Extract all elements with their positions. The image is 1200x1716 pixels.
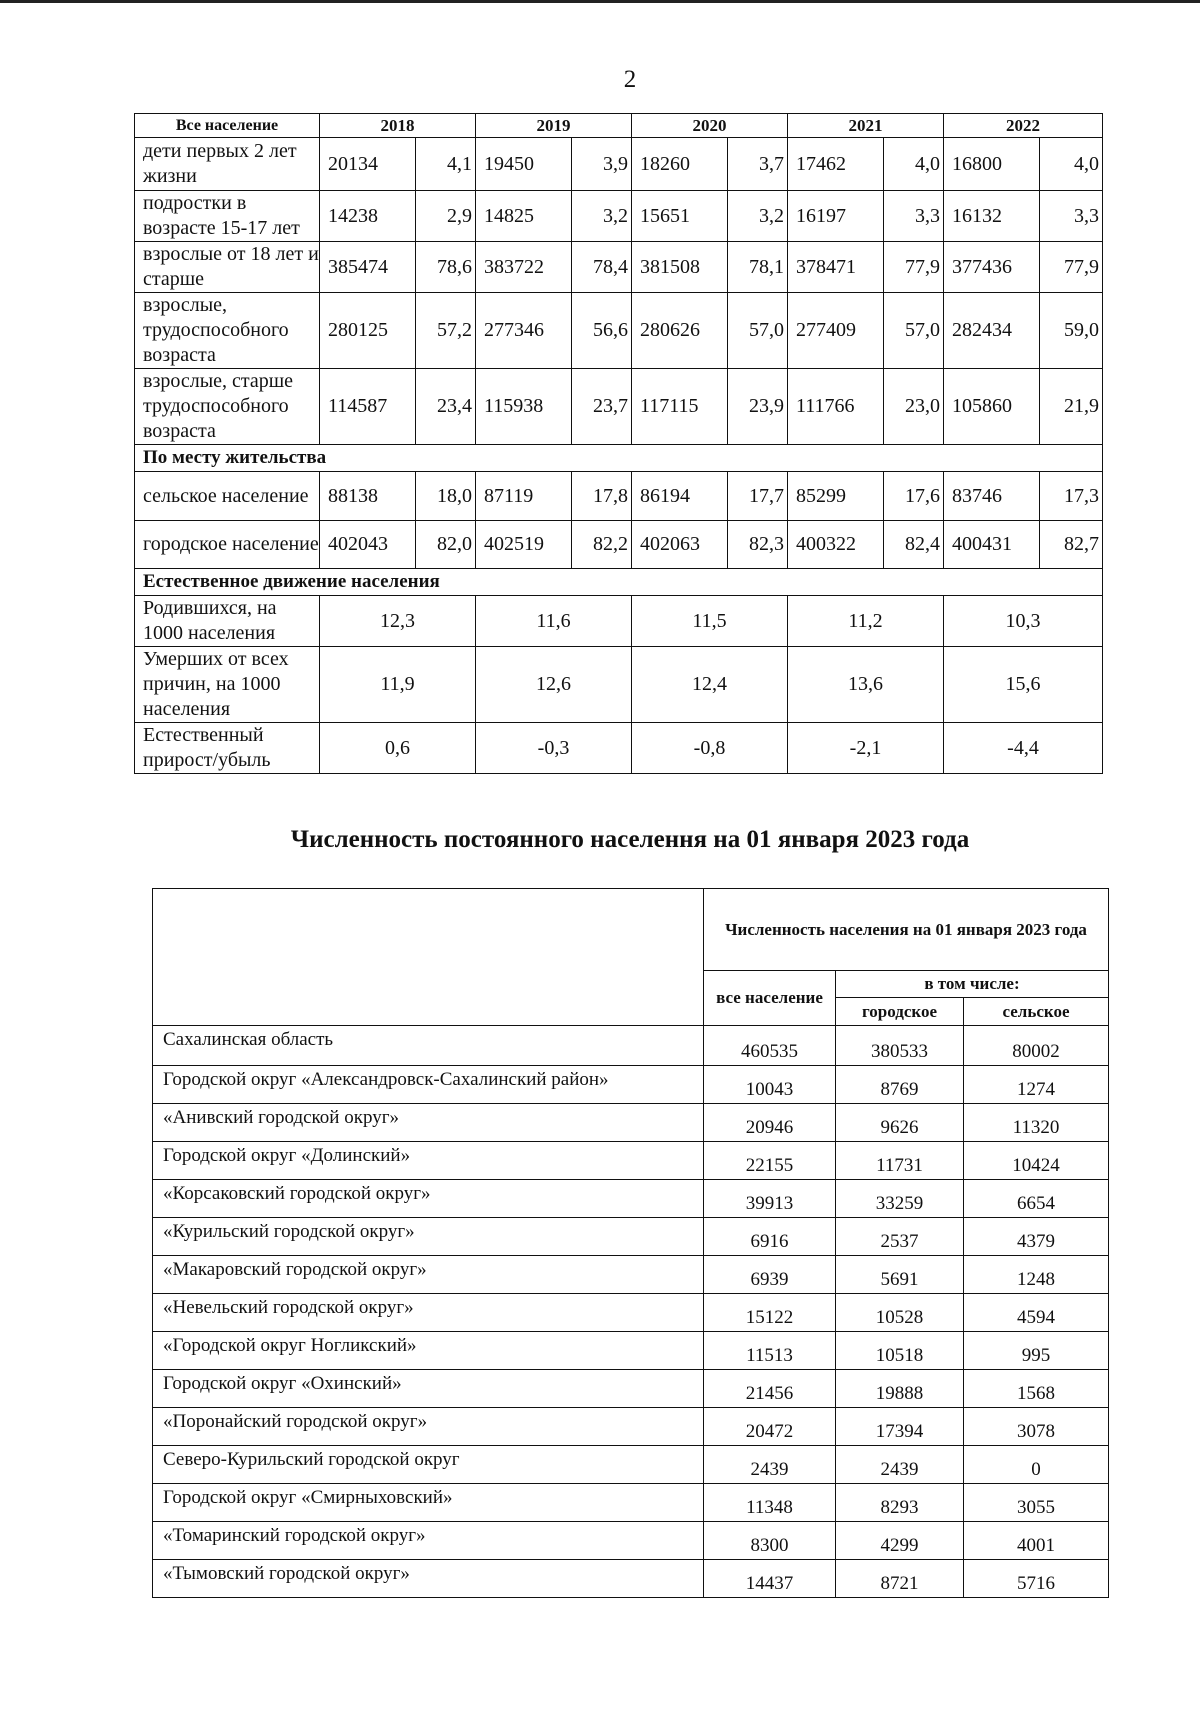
rate-cell: 11,6 bbox=[476, 596, 632, 647]
table-row bbox=[135, 647, 1103, 723]
population-rural-cell: 10424 bbox=[964, 1142, 1109, 1180]
table-row bbox=[153, 1256, 1109, 1294]
table-row bbox=[135, 242, 1103, 293]
population-all-cell: 39913 bbox=[704, 1180, 836, 1218]
table-row bbox=[153, 1294, 1109, 1332]
percent-cell: 3,7 bbox=[728, 138, 788, 191]
population-rural-cell: 3055 bbox=[964, 1484, 1109, 1522]
population-all-cell: 20946 bbox=[704, 1104, 836, 1142]
rate-cell: -4,4 bbox=[944, 723, 1103, 774]
population-rural-cell: 1248 bbox=[964, 1256, 1109, 1294]
percent-cell: 3,3 bbox=[1040, 191, 1103, 242]
header-including: в том числе: bbox=[836, 971, 1109, 998]
row-label: подростки в возрасте 15-17 лет bbox=[135, 191, 320, 242]
rate-cell: 10,3 bbox=[944, 596, 1103, 647]
population-urban-cell: 4299 bbox=[836, 1522, 964, 1560]
header-empty bbox=[153, 889, 704, 1026]
percent-cell: 3,2 bbox=[572, 191, 632, 242]
table-row bbox=[153, 1446, 1109, 1484]
year-header-row bbox=[135, 114, 1103, 138]
table-row bbox=[135, 521, 1103, 569]
percent-cell: 78,4 bbox=[572, 242, 632, 293]
population-rural-cell: 4594 bbox=[964, 1294, 1109, 1332]
scan-border-line bbox=[0, 0, 1200, 3]
count-cell: 17462 bbox=[788, 138, 884, 191]
rate-cell: 12,3 bbox=[320, 596, 476, 647]
count-cell: 383722 bbox=[476, 242, 572, 293]
percent-cell: 18,0 bbox=[416, 472, 476, 521]
percent-cell: 82,3 bbox=[728, 521, 788, 569]
count-cell: 14238 bbox=[320, 191, 416, 242]
population-rural-cell: 4001 bbox=[964, 1522, 1109, 1560]
table-row bbox=[135, 472, 1103, 521]
header-urban: городское bbox=[836, 998, 964, 1026]
table-row bbox=[135, 596, 1103, 647]
rate-cell: 11,2 bbox=[788, 596, 944, 647]
year-header: 2021 bbox=[788, 114, 944, 138]
population-rural-cell: 11320 bbox=[964, 1104, 1109, 1142]
population-all-cell: 21456 bbox=[704, 1370, 836, 1408]
percent-cell: 17,6 bbox=[884, 472, 944, 521]
population-urban-cell: 33259 bbox=[836, 1180, 964, 1218]
percent-cell: 57,0 bbox=[884, 293, 944, 369]
percent-cell: 3,3 bbox=[884, 191, 944, 242]
percent-cell: 57,0 bbox=[728, 293, 788, 369]
population-rural-cell: 995 bbox=[964, 1332, 1109, 1370]
population-rural-cell: 5716 bbox=[964, 1560, 1109, 1598]
table-row bbox=[153, 1218, 1109, 1256]
percent-cell: 17,7 bbox=[728, 472, 788, 521]
population-all-cell: 6939 bbox=[704, 1256, 836, 1294]
rate-cell: 0,6 bbox=[320, 723, 476, 774]
percent-cell: 82,7 bbox=[1040, 521, 1103, 569]
population-all-cell: 15122 bbox=[704, 1294, 836, 1332]
row-label: Умерших от всех причин, на 1000 населения bbox=[135, 647, 320, 723]
page-number: 2 bbox=[623, 66, 637, 93]
table-row bbox=[153, 1560, 1109, 1598]
count-cell: 16197 bbox=[788, 191, 884, 242]
population-all-cell: 20472 bbox=[704, 1408, 836, 1446]
count-cell: 277346 bbox=[476, 293, 572, 369]
percent-cell: 77,9 bbox=[1040, 242, 1103, 293]
header-all-population: все население bbox=[704, 971, 836, 1026]
table-row bbox=[135, 191, 1103, 242]
population-all-cell: 8300 bbox=[704, 1522, 836, 1560]
count-cell: 15651 bbox=[632, 191, 728, 242]
row-label: городское население bbox=[135, 521, 320, 569]
population-urban-cell: 9626 bbox=[836, 1104, 964, 1142]
population-urban-cell: 10528 bbox=[836, 1294, 964, 1332]
rate-cell: 11,9 bbox=[320, 647, 476, 723]
population-urban-cell: 5691 bbox=[836, 1256, 964, 1294]
count-cell: 282434 bbox=[944, 293, 1040, 369]
district-name: «Поронайский городской округ» bbox=[153, 1408, 704, 1446]
population-urban-cell: 17394 bbox=[836, 1408, 964, 1446]
row-label: Естественный прирост/убыль bbox=[135, 723, 320, 774]
count-cell: 16132 bbox=[944, 191, 1040, 242]
count-cell: 400431 bbox=[944, 521, 1040, 569]
count-cell: 87119 bbox=[476, 472, 572, 521]
count-cell: 402043 bbox=[320, 521, 416, 569]
rate-cell: 12,6 bbox=[476, 647, 632, 723]
count-cell: 86194 bbox=[632, 472, 728, 521]
percent-cell: 82,4 bbox=[884, 521, 944, 569]
row-label: взрослые от 18 лет и старше bbox=[135, 242, 320, 293]
population-rural-cell: 4379 bbox=[964, 1218, 1109, 1256]
district-name: «Курильский городской округ» bbox=[153, 1218, 704, 1256]
count-cell: 385474 bbox=[320, 242, 416, 293]
district-name: «Городской округ Ногликский» bbox=[153, 1332, 704, 1370]
percent-cell: 78,6 bbox=[416, 242, 476, 293]
percent-cell: 21,9 bbox=[1040, 369, 1103, 445]
population-all-cell: 10043 bbox=[704, 1066, 836, 1104]
district-name: Городской округ «Смирныховский» bbox=[153, 1484, 704, 1522]
header-population: Численность населения на 01 января 2023 года bbox=[704, 889, 1109, 971]
header-all-population: Все население bbox=[135, 114, 320, 138]
population-urban-cell: 2439 bbox=[836, 1446, 964, 1484]
rate-cell: 13,6 bbox=[788, 647, 944, 723]
count-cell: 20134 bbox=[320, 138, 416, 191]
population-all-cell: 460535 bbox=[704, 1026, 836, 1066]
rate-cell: -0,3 bbox=[476, 723, 632, 774]
table-row bbox=[153, 1522, 1109, 1560]
population-urban-cell: 8721 bbox=[836, 1560, 964, 1598]
count-cell: 377436 bbox=[944, 242, 1040, 293]
rate-cell: -0,8 bbox=[632, 723, 788, 774]
population-all-cell: 22155 bbox=[704, 1142, 836, 1180]
district-name: «Анивский городской округ» bbox=[153, 1104, 704, 1142]
district-name: «Томаринский городской округ» bbox=[153, 1522, 704, 1560]
population-rural-cell: 3078 bbox=[964, 1408, 1109, 1446]
count-cell: 280125 bbox=[320, 293, 416, 369]
population-urban-cell: 10518 bbox=[836, 1332, 964, 1370]
percent-cell: 17,3 bbox=[1040, 472, 1103, 521]
year-header: 2022 bbox=[944, 114, 1103, 138]
row-label: взрослые, старше трудоспособного возраста bbox=[135, 369, 320, 445]
row-label: сельское население bbox=[135, 472, 320, 521]
population-all-cell: 11513 bbox=[704, 1332, 836, 1370]
percent-cell: 56,6 bbox=[572, 293, 632, 369]
rate-cell: -2,1 bbox=[788, 723, 944, 774]
district-name: «Корсаковский городской округ» bbox=[153, 1180, 704, 1218]
count-cell: 277409 bbox=[788, 293, 884, 369]
population-rural-cell: 1568 bbox=[964, 1370, 1109, 1408]
percent-cell: 2,9 bbox=[416, 191, 476, 242]
table-row bbox=[135, 293, 1103, 369]
count-cell: 105860 bbox=[944, 369, 1040, 445]
table-row bbox=[153, 1066, 1109, 1104]
count-cell: 381508 bbox=[632, 242, 728, 293]
rate-cell: 15,6 bbox=[944, 647, 1103, 723]
count-cell: 402519 bbox=[476, 521, 572, 569]
percent-cell: 59,0 bbox=[1040, 293, 1103, 369]
table-row bbox=[135, 369, 1103, 445]
percent-cell: 82,2 bbox=[572, 521, 632, 569]
row-label: Родившихся, на 1000 населения bbox=[135, 596, 320, 647]
count-cell: 114587 bbox=[320, 369, 416, 445]
year-header: 2018 bbox=[320, 114, 476, 138]
year-header: 2020 bbox=[632, 114, 788, 138]
district-name: «Тымовский городской округ» bbox=[153, 1560, 704, 1598]
population-rural-cell: 6654 bbox=[964, 1180, 1109, 1218]
table-row bbox=[153, 1026, 1109, 1066]
population-all-cell: 11348 bbox=[704, 1484, 836, 1522]
count-cell: 400322 bbox=[788, 521, 884, 569]
population-urban-cell: 8293 bbox=[836, 1484, 964, 1522]
percent-cell: 23,4 bbox=[416, 369, 476, 445]
section-natural-movement: Естественное движение населения bbox=[135, 569, 1103, 596]
district-name: «Макаровский городской округ» bbox=[153, 1256, 704, 1294]
population-urban-cell: 19888 bbox=[836, 1370, 964, 1408]
population-all-cell: 14437 bbox=[704, 1560, 836, 1598]
count-cell: 378471 bbox=[788, 242, 884, 293]
population-all-cell: 6916 bbox=[704, 1218, 836, 1256]
table-row bbox=[153, 1104, 1109, 1142]
percent-cell: 23,0 bbox=[884, 369, 944, 445]
percent-cell: 4,1 bbox=[416, 138, 476, 191]
section-title: Численность постоянного населення на 01 января 2023 года bbox=[290, 826, 970, 853]
percent-cell: 3,9 bbox=[572, 138, 632, 191]
percent-cell: 4,0 bbox=[884, 138, 944, 191]
count-cell: 18260 bbox=[632, 138, 728, 191]
population-urban-cell: 380533 bbox=[836, 1026, 964, 1066]
table-row bbox=[135, 138, 1103, 191]
district-name: Городской округ «Долинский» bbox=[153, 1142, 704, 1180]
count-cell: 83746 bbox=[944, 472, 1040, 521]
population-urban-cell: 8769 bbox=[836, 1066, 964, 1104]
district-name: Сахалинская область bbox=[153, 1026, 704, 1066]
table-row bbox=[153, 1484, 1109, 1522]
count-cell: 16800 bbox=[944, 138, 1040, 191]
population-rural-cell: 0 bbox=[964, 1446, 1109, 1484]
population-rural-cell: 1274 bbox=[964, 1066, 1109, 1104]
population-all-cell: 2439 bbox=[704, 1446, 836, 1484]
district-name: Городской округ «Охинский» bbox=[153, 1370, 704, 1408]
population-urban-cell: 2537 bbox=[836, 1218, 964, 1256]
count-cell: 14825 bbox=[476, 191, 572, 242]
count-cell: 402063 bbox=[632, 521, 728, 569]
district-name: «Невельский городской округ» bbox=[153, 1294, 704, 1332]
rate-cell: 11,5 bbox=[632, 596, 788, 647]
year-header: 2019 bbox=[476, 114, 632, 138]
rate-cell: 12,4 bbox=[632, 647, 788, 723]
table-row bbox=[153, 1370, 1109, 1408]
count-cell: 85299 bbox=[788, 472, 884, 521]
table-row bbox=[153, 1332, 1109, 1370]
count-cell: 117115 bbox=[632, 369, 728, 445]
percent-cell: 78,1 bbox=[728, 242, 788, 293]
table-row bbox=[153, 1408, 1109, 1446]
percent-cell: 23,7 bbox=[572, 369, 632, 445]
percent-cell: 77,9 bbox=[884, 242, 944, 293]
percent-cell: 17,8 bbox=[572, 472, 632, 521]
count-cell: 280626 bbox=[632, 293, 728, 369]
count-cell: 88138 bbox=[320, 472, 416, 521]
count-cell: 19450 bbox=[476, 138, 572, 191]
district-name: Северо-Курильский городской округ bbox=[153, 1446, 704, 1484]
district-name: Городской округ «Александровск-Сахалинский район» bbox=[153, 1066, 704, 1104]
population-structure-table bbox=[134, 113, 1103, 774]
percent-cell: 4,0 bbox=[1040, 138, 1103, 191]
table-row bbox=[153, 1142, 1109, 1180]
population-urban-cell: 11731 bbox=[836, 1142, 964, 1180]
count-cell: 111766 bbox=[788, 369, 884, 445]
row-label: дети первых 2 лет жизни bbox=[135, 138, 320, 191]
percent-cell: 23,9 bbox=[728, 369, 788, 445]
percent-cell: 82,0 bbox=[416, 521, 476, 569]
percent-cell: 57,2 bbox=[416, 293, 476, 369]
table-row bbox=[153, 1180, 1109, 1218]
table-row bbox=[135, 723, 1103, 774]
section-residence: По месту жительства bbox=[135, 445, 1103, 472]
population-by-district-table bbox=[152, 888, 1109, 1598]
row-label: взрослые, трудоспособного возраста bbox=[135, 293, 320, 369]
header-rural: сельское bbox=[964, 998, 1109, 1026]
percent-cell: 3,2 bbox=[728, 191, 788, 242]
population-rural-cell: 80002 bbox=[964, 1026, 1109, 1066]
count-cell: 115938 bbox=[476, 369, 572, 445]
